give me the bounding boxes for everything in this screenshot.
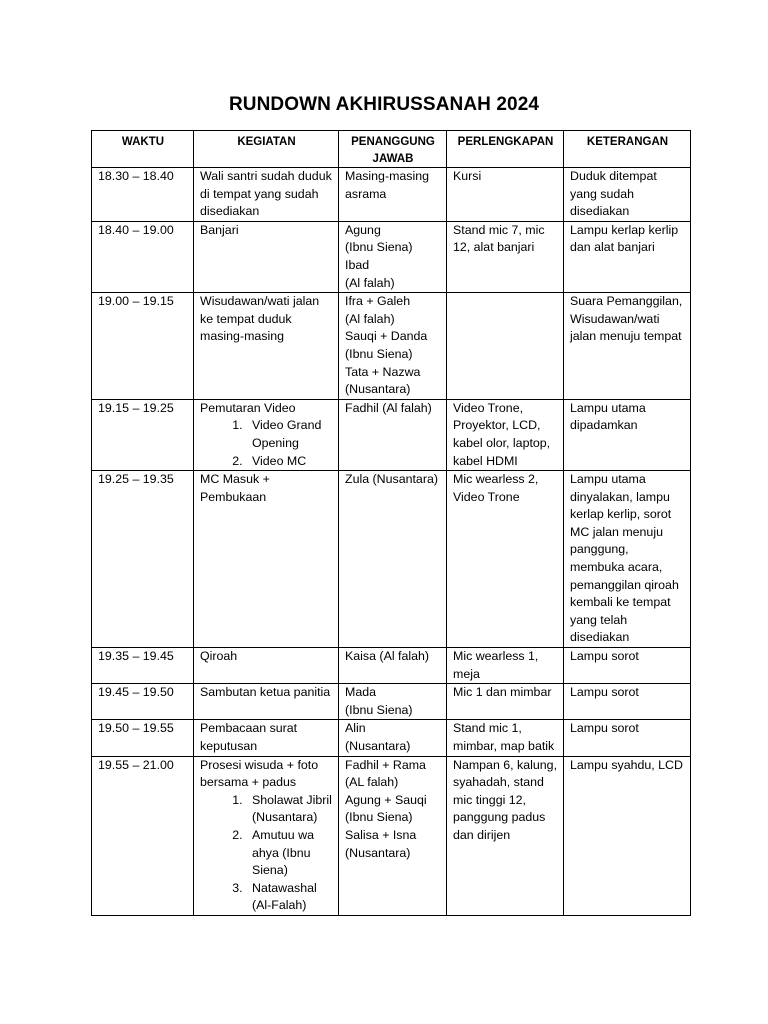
kegiatan-text: MC Masuk + Pembukaan bbox=[200, 472, 274, 504]
penanggung-jawab-line: Salisa + Isna bbox=[345, 827, 417, 842]
kegiatan-text: Pembacaan surat keputusan bbox=[200, 721, 301, 753]
kegiatan-sub-item: 3. Natawashal (Al-Falah) bbox=[246, 880, 333, 915]
table-row bbox=[92, 471, 691, 648]
penanggung-jawab-line: (Ibnu Siena) bbox=[345, 346, 413, 361]
cell-keterangan: Lampu kerlap kerlip dan alat banjari bbox=[564, 221, 691, 292]
table-row bbox=[92, 293, 691, 400]
header-keterangan: KETERANGAN bbox=[564, 131, 691, 168]
cell-perlengkapan bbox=[447, 293, 564, 400]
penanggung-jawab-line: (AL falah) bbox=[345, 775, 399, 790]
table-header-row bbox=[92, 131, 691, 168]
penanggung-jawab-line: Ibad bbox=[345, 257, 370, 272]
kegiatan-sub-item: 1. Sholawat Jibril (Nusantara) bbox=[246, 792, 333, 827]
cell-waktu: 19.25 – 19.35 bbox=[92, 471, 194, 648]
penanggung-jawab-line: Zula (Nusantara) bbox=[345, 472, 438, 487]
cell-waktu: 19.15 – 19.25 bbox=[92, 399, 194, 470]
cell-penanggung-jawab bbox=[339, 756, 447, 915]
cell-waktu: 19.35 – 19.45 bbox=[92, 648, 194, 684]
kegiatan-text: Wisudawan/wati jalan ke tempat duduk masing-masing bbox=[200, 294, 323, 344]
table-body bbox=[92, 168, 691, 916]
cell-kegiatan bbox=[194, 684, 339, 720]
document-title: RUNDOWN AKHIRUSSANAH 2024 bbox=[228, 94, 540, 115]
cell-keterangan: Lampu utama dinyalakan, lampu kerlap kerlip, sorot MC jalan menuju panggung, membuka acara, pemanggilan qiroah kembali ke tempat yang telah disediakan bbox=[564, 471, 691, 648]
kegiatan-sub-item: 2. Video MC bbox=[246, 453, 333, 471]
header-penanggung-jawab: PENANGGUNG JAWAB bbox=[339, 131, 447, 168]
cell-penanggung-jawab bbox=[339, 648, 447, 684]
penanggung-jawab-line: (Nusantara) bbox=[345, 845, 411, 860]
penanggung-jawab-line: Alin bbox=[345, 721, 366, 736]
header-kegiatan: KEGIATAN bbox=[194, 131, 339, 168]
kegiatan-sub-item: 2. Amutuu wa ahya (Ibnu Siena) bbox=[246, 827, 333, 880]
cell-waktu: 18.40 – 19.00 bbox=[92, 221, 194, 292]
kegiatan-text: Qiroah bbox=[200, 649, 238, 664]
penanggung-jawab-line: Kaisa (Al falah) bbox=[345, 649, 430, 664]
cell-perlengkapan: Nampan 6, kalung, syahadah, stand mic tinggi 12, panggung padus dan dirijen bbox=[447, 756, 564, 915]
cell-kegiatan bbox=[194, 168, 339, 222]
penanggung-jawab-line: (Ibnu Siena) bbox=[345, 702, 413, 717]
cell-penanggung-jawab bbox=[339, 720, 447, 756]
cell-waktu: 19.00 – 19.15 bbox=[92, 293, 194, 400]
rundown-table bbox=[91, 130, 691, 916]
cell-kegiatan bbox=[194, 648, 339, 684]
cell-perlengkapan: Stand mic 1, mimbar, map batik bbox=[447, 720, 564, 756]
kegiatan-sub-item: 1. Video Grand Opening bbox=[246, 417, 333, 452]
cell-perlengkapan: Mic 1 dan mimbar bbox=[447, 684, 564, 720]
penanggung-jawab-line: Agung + Sauqi bbox=[345, 792, 427, 807]
cell-penanggung-jawab bbox=[339, 221, 447, 292]
kegiatan-sub-list bbox=[200, 417, 333, 470]
cell-keterangan: Lampu syahdu, LCD bbox=[564, 756, 691, 915]
kegiatan-text: Wali santri sudah duduk di tempat yang sudah disediakan bbox=[200, 169, 336, 219]
cell-penanggung-jawab bbox=[339, 293, 447, 400]
cell-waktu: 19.50 – 19.55 bbox=[92, 720, 194, 756]
cell-keterangan: Lampu sorot bbox=[564, 684, 691, 720]
cell-perlengkapan: Kursi bbox=[447, 168, 564, 222]
cell-keterangan: Suara Pemanggilan, Wisudawan/wati jalan menuju tempat bbox=[564, 293, 691, 400]
cell-penanggung-jawab bbox=[339, 399, 447, 470]
table-row bbox=[92, 720, 691, 756]
cell-penanggung-jawab bbox=[339, 168, 447, 222]
kegiatan-text: Sambutan ketua panitia bbox=[200, 685, 331, 700]
penanggung-jawab-line: Mada bbox=[345, 685, 376, 700]
cell-perlengkapan: Mic wearless 2, Video Trone bbox=[447, 471, 564, 648]
penanggung-jawab-line: Fadhil + Rama bbox=[345, 757, 426, 772]
table-row bbox=[92, 684, 691, 720]
cell-waktu: 19.45 – 19.50 bbox=[92, 684, 194, 720]
table-row bbox=[92, 756, 691, 915]
cell-waktu: 18.30 – 18.40 bbox=[92, 168, 194, 222]
header-perlengkapan: PERLENGKAPAN bbox=[447, 131, 564, 168]
penanggung-jawab-line: (Al falah) bbox=[345, 275, 395, 290]
cell-kegiatan bbox=[194, 221, 339, 292]
cell-penanggung-jawab bbox=[339, 471, 447, 648]
cell-keterangan: Lampu sorot bbox=[564, 720, 691, 756]
penanggung-jawab-line: (Al falah) bbox=[345, 311, 395, 326]
penanggung-jawab-line: (Nusantara) bbox=[345, 739, 411, 753]
penanggung-jawab-line: Tata + Nazwa bbox=[345, 364, 421, 379]
cell-waktu: 19.55 – 21.00 bbox=[92, 756, 194, 915]
cell-perlengkapan: Stand mic 7, mic 12, alat banjari bbox=[447, 221, 564, 292]
cell-kegiatan bbox=[194, 756, 339, 915]
kegiatan-text: Banjari bbox=[200, 222, 239, 237]
cell-keterangan: Duduk ditempat yang sudah disediakan bbox=[564, 168, 691, 222]
penanggung-jawab-line: Fadhil (Al falah) bbox=[345, 400, 432, 415]
cell-perlengkapan: Video Trone, Proyektor, LCD, kabel olor, laptop, kabel HDMI bbox=[447, 399, 564, 470]
penanggung-jawab-line: Agung bbox=[345, 222, 381, 237]
cell-keterangan: Lampu sorot bbox=[564, 648, 691, 684]
header-waktu: WAKTU bbox=[92, 131, 194, 168]
penanggung-jawab-line: Ifra + Galeh bbox=[345, 294, 411, 309]
kegiatan-sub-list bbox=[200, 792, 333, 915]
table-row bbox=[92, 648, 691, 684]
table-row bbox=[92, 168, 691, 222]
cell-kegiatan bbox=[194, 293, 339, 400]
table-row bbox=[92, 221, 691, 292]
penanggung-jawab-line: (Ibnu Siena) bbox=[345, 810, 413, 825]
penanggung-jawab-line: Sauqi + Danda bbox=[345, 329, 428, 344]
cell-keterangan: Lampu utama dipadamkan bbox=[564, 399, 691, 470]
table-row bbox=[92, 399, 691, 470]
kegiatan-text: Pemutaran Video bbox=[200, 400, 296, 415]
cell-penanggung-jawab bbox=[339, 684, 447, 720]
cell-kegiatan bbox=[194, 720, 339, 756]
penanggung-jawab-line: Masing-masing asrama bbox=[345, 169, 433, 201]
penanggung-jawab-line: (Nusantara) bbox=[345, 382, 411, 397]
cell-perlengkapan: Mic wearless 1, meja bbox=[447, 648, 564, 684]
kegiatan-text: Prosesi wisuda + foto bersama + padus bbox=[200, 757, 322, 790]
cell-kegiatan bbox=[194, 399, 339, 470]
penanggung-jawab-line: (Ibnu Siena) bbox=[345, 240, 413, 255]
cell-kegiatan bbox=[194, 471, 339, 648]
